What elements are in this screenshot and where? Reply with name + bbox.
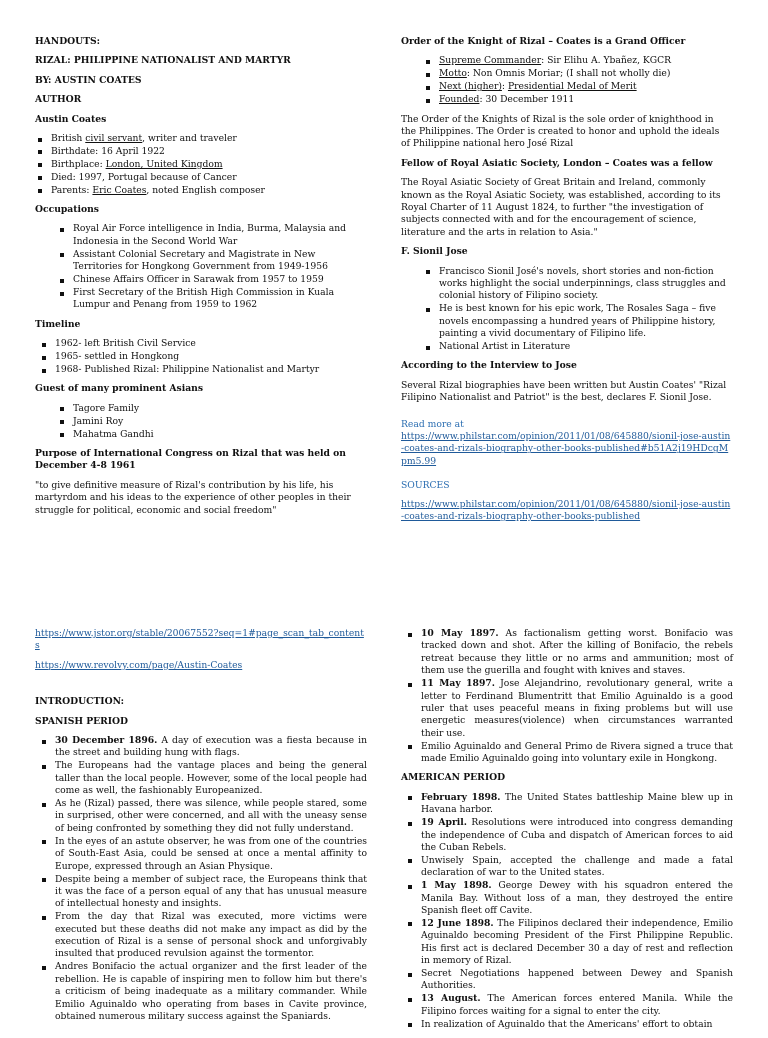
revolution-event-item: 10 May 1897. As factionalism getting worst. Bonifacio was tracked down and shot. After the killing of Bonifacio, the rebels retreat because they little or no arms and ammunition; most of them use the guerilla and fought with knives and staves. xyxy=(421,628,733,677)
spanish-period-item: Andres Bonifacio the actual organizer and the first leader of the rebellion. He is capable of inspiring men to follow him but there's a criticism of being inadequate as a military commander. While Emilio Aguinaldo who operating from bases in Cavite province, obtained numerous military success against the Spaniards. xyxy=(55,961,367,1022)
author-byline: BY: AUSTIN COATES xyxy=(35,74,142,86)
timeline-item: 1965- settled in Hongkong xyxy=(55,351,357,363)
american-period-item: 12 June 1898. The Filipinos declared their independence, Emilio Aguinaldo becoming President of the First Philippine Republic. His first act is declared December 30 a day of rest and reflection in memory of Rizal. xyxy=(421,917,733,967)
read-more-label: Read more at xyxy=(401,418,464,430)
spanish-period-item: The Europeans had the vantage places and being the general taller than the local people. However, some of the local people had come as well, the fashionably Europeanized. xyxy=(55,760,367,797)
spanish-period-item: In the eyes of an astute observer, he was from one of the countries of South-East Asia, could be sensed at once a mental affinity to Europe, expressed through an Asian Physique. xyxy=(55,835,367,872)
sionil-item: National Artist in Literature xyxy=(439,341,731,353)
revolution-events-list xyxy=(401,628,733,765)
sionil-jose-heading: F. Sionil Jose xyxy=(401,246,468,258)
spanish-period-item: As he (Rizal) passed, there was silence, while people stared, some in surprised, other were concerned, and all with the uneasy sense of being confronted by something they did not fully understand. xyxy=(55,798,367,834)
document-title: RIZAL: PHILIPPINE NATIONALIST AND MARTYR xyxy=(35,55,291,67)
order-detail-item: Next (higher): Presidential Medal of Merit xyxy=(439,81,731,93)
spanish-period-item: From the day that Rizal was executed, more victims were executed but these deaths did not make any impact as did by the execution of Rizal is a sense of personal shock and unforgivably insulted that produced revulsion against the tormentor. xyxy=(55,911,367,960)
london-link[interactable]: London, United Kingdom xyxy=(105,158,223,170)
bio-item: British civil servant, writer and traveler xyxy=(51,133,357,145)
next-higher-link[interactable]: Next (higher) xyxy=(439,81,502,93)
founded-link[interactable]: Founded xyxy=(439,94,480,106)
timeline-heading: Timeline xyxy=(35,318,81,330)
left-top-column xyxy=(35,36,357,524)
american-period-item: In realization of Aguinaldo that the Americans' effort to obtain xyxy=(421,1019,733,1031)
congress-purpose-quote: "to give definitive measure of Rizal's contribution by his life, his martyrdom and his ideas to the experience of other peoples in their struggle for political, economic and social freedom" xyxy=(35,479,351,516)
author-name-heading: Austin Coates xyxy=(35,113,107,125)
bio-item: Parents: Eric Coates, noted English composer xyxy=(51,185,357,197)
introduction-heading: INTRODUCTION: xyxy=(35,696,125,708)
revolution-event-item: 11 May 1897. Jose Alejandrino, revolutionary general, write a letter to Ferdinand Blumentritt that Emilio Aguinaldo is a good ruler that uses peaceful means in fixing problems but will use energetic measures(violence) when circumstances warranted their use. xyxy=(421,678,733,739)
right-bottom-column xyxy=(401,628,733,1038)
sionil-jose-list xyxy=(401,266,731,354)
american-period-item: Secret Negotiations happened between Dewey and Spanish Authorities. xyxy=(421,968,733,992)
bio-item: Birthdate: 16 April 1922 xyxy=(51,146,357,158)
sources-url-link[interactable]: https://www.philstar.com/opinion/2011/01/08/645880/sionil-jose-austin-coates-and-rizals-biography-other-books-published xyxy=(401,498,731,523)
sources-label: SOURCES xyxy=(401,480,450,492)
left-bottom-column xyxy=(35,628,367,1030)
presidential-medal-link[interactable]: Presidential Medal of Merit xyxy=(507,81,637,93)
american-period-item: Unwisely Spain, accepted the challenge and made a fatal declaration of war to the United states. xyxy=(421,854,733,879)
occupation-item: First Secretary of the British High Commission in Kuala Lumpur and Penang from 1959 to 1962 xyxy=(73,287,357,312)
motto-link[interactable]: Motto xyxy=(439,68,467,80)
guest-item: Mahatma Gandhi xyxy=(73,429,357,441)
sionil-item: He is best known for his epic work, The Rosales Saga – five novels encompassing a hundred years of Philippine history, painting a vivid documentary of Filipino life. xyxy=(439,303,731,340)
occupations-heading: Occupations xyxy=(35,204,99,216)
supreme-commander-link[interactable]: Supreme Commander xyxy=(439,55,542,67)
order-detail-item: Supreme Commander: Sir Elihu A. Ybañez, KGCR xyxy=(439,55,731,67)
american-period-item: 1 May 1898. George Dewey with his squadron entered the Manila Bay. Without loss of a man, they destroyed the entire Spanish fleet off Cavite. xyxy=(421,880,733,917)
occupations-list xyxy=(35,223,357,311)
timeline-item: 1962- left British Civil Service xyxy=(55,338,357,350)
order-detail-item: Founded: 30 December 1911 xyxy=(439,94,731,106)
guests-list xyxy=(35,403,357,441)
civil-servant-link[interactable]: civil servant xyxy=(85,133,143,145)
american-period-list xyxy=(401,792,733,1031)
author-bio-list xyxy=(35,133,357,197)
american-period-item: 13 August. The American forces entered Manila. While the Filipino forces waiting for a signal to enter the city. xyxy=(421,993,733,1017)
guests-heading: Guest of many prominent Asians xyxy=(35,383,204,395)
occupation-item: Chinese Affairs Officer in Sarawak from 1957 to 1959 xyxy=(73,274,357,286)
occupation-item: Royal Air Force intelligence in India, Burma, Malaysia and Indonesia in the Second World War xyxy=(73,223,357,248)
royal-asiatic-description: The Royal Asiatic Society of Great Britain and Ireland, commonly known as the Royal Asiatic Society, was established, according to its Royal Charter of 11 August 1824, to further "the investigation of subjects connected with and for the encouragement of science, literature and the arts in relation to Asia." xyxy=(401,177,721,238)
jstor-url-link[interactable]: https://www.jstor.org/stable/20067552?seq=1#page_scan_tab_contents xyxy=(35,628,364,652)
eric-coates-link[interactable]: Eric Coates xyxy=(92,184,147,196)
right-top-column xyxy=(401,36,731,531)
spanish-period-item: 30 December 1896. A day of execution was a fiesta because in the street and building hung with flags. xyxy=(55,735,367,759)
handouts-label: HANDOUTS: xyxy=(35,36,101,47)
american-period-item: 19 April. Resolutions were introduced into congress demanding the independence of Cuba and dispatch of American forces to aid the Cuban Rebels. xyxy=(421,817,733,853)
spanish-period-list xyxy=(35,735,367,1023)
spanish-period-item: Despite being a member of subject race, the Europeans think that it was the face of a person equal of any that has unusual measure of intellectual honesty and insights. xyxy=(55,873,367,910)
american-period-item: February 1898. The United States battleship Maine blew up in Havana harbor. xyxy=(421,791,733,816)
order-description: The Order of the Knights of Rizal is the sole order of knighthood in the Philippines. The Order is created to honor and uphold the ideals of Philippine national hero José Rizal xyxy=(401,113,720,150)
order-knights-heading: Order of the Knight of Rizal – Coates is a Grand Officer xyxy=(401,36,686,47)
order-details-list xyxy=(401,55,731,106)
spanish-period-heading: SPANISH PERIOD xyxy=(35,715,129,727)
interview-paragraph: Several Rizal biographies have been written but Austin Coates' "Rizal Filipino Nationalist and Patriot" is the best, declares F. Sionil Jose. xyxy=(401,379,727,404)
revolvy-url-link[interactable]: https://www.revolvy.com/page/Austin-Coates xyxy=(35,659,243,671)
royal-asiatic-heading: Fellow of Royal Asiatic Society, London – Coates was a fellow xyxy=(401,157,713,169)
guest-item: Jamini Roy xyxy=(73,416,357,428)
timeline-list xyxy=(35,338,357,376)
read-more-url-link[interactable]: https://www.philstar.com/opinion/2011/01/08/645880/sionil-jose-austin-coates-and-rizals-biography-other-books-published#b51A2j19HDcgMpm5.99 xyxy=(401,431,731,467)
interview-heading: According to the Interview to Jose xyxy=(401,360,577,372)
author-heading: AUTHOR xyxy=(35,94,82,106)
sionil-item: Francisco Sionil José's novels, short stories and non-fiction works highlight the social underpinnings, class struggles and colonial history of Filipino society. xyxy=(439,266,731,303)
revolution-event-item: Emilio Aguinaldo and General Primo de Rivera signed a truce that made Emilio Aguinaldo going into voluntary exile in Hongkong. xyxy=(421,740,733,765)
order-detail-item: Motto: Non Omnis Moriar; (I shall not wholly die) xyxy=(439,68,731,80)
congress-purpose-heading: Purpose of International Congress on Rizal that was held on December 4-8 1961 xyxy=(35,448,346,472)
timeline-item: 1968- Published Rizal: Philippine Nationalist and Martyr xyxy=(55,364,357,376)
bio-item: Birthplace: London, United Kingdom xyxy=(51,159,357,171)
american-period-heading: AMERICAN PERIOD xyxy=(401,772,506,784)
guest-item: Tagore Family xyxy=(73,403,357,415)
bio-item: Died: 1997, Portugal because of Cancer xyxy=(51,172,357,184)
occupation-item: Assistant Colonial Secretary and Magistrate in New Territories for Hongkong Government from 1949-1956 xyxy=(73,249,357,274)
